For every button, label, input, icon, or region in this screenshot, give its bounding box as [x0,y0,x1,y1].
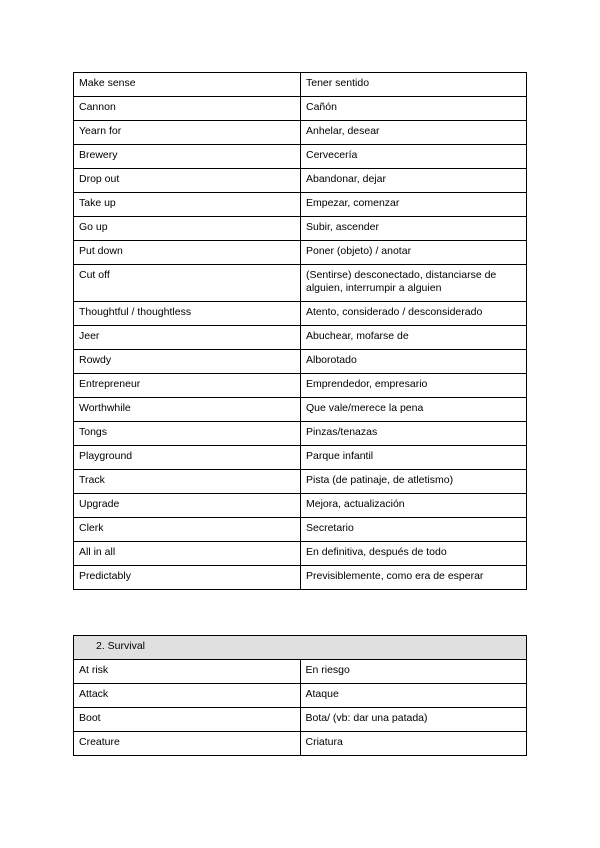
table-row [74,374,527,398]
spanish-translation: Abuchear, mofarse de [301,326,527,350]
spanish-translation: Previsiblemente, como era de esperar [301,566,527,590]
spanish-translation: Emprendedor, empresario [301,374,527,398]
table-row [74,566,527,590]
english-term: Playground [74,446,301,470]
english-term: Put down [74,241,301,265]
table-row [74,217,527,241]
spanish-translation: Anhelar, desear [301,121,527,145]
table-row [74,422,527,446]
table-row [74,326,527,350]
english-term: Cannon [74,97,301,121]
section-header-row [74,636,527,660]
english-term: Take up [74,193,301,217]
english-term: Cut off [74,265,301,302]
spanish-translation: Poner (objeto) / anotar [301,241,527,265]
spanish-translation: Empezar, comenzar [301,193,527,217]
english-term: Rowdy [74,350,301,374]
table-row [74,398,527,422]
table-row [74,265,527,302]
table-row [74,732,527,756]
spanish-translation: Atento, considerado / desconsiderado [301,302,527,326]
table-row [74,97,527,121]
table-row [74,470,527,494]
spanish-translation: Cañón [301,97,527,121]
english-term: All in all [74,542,301,566]
spanish-translation: (Sentirse) desconectado, distanciarse de alguien, interrumpir a alguien [301,265,527,302]
spanish-translation: Que vale/merece la pena [301,398,527,422]
english-term: Creature [74,732,301,756]
english-term: Yearn for [74,121,301,145]
table-row [74,542,527,566]
english-term: Go up [74,217,301,241]
table-row [74,73,527,97]
english-term: Attack [74,684,301,708]
english-term: Thoughtful / thoughtless [74,302,301,326]
spanish-translation: Alborotado [301,350,527,374]
table-row [74,494,527,518]
spanish-translation: Criatura [300,732,527,756]
english-term: Jeer [74,326,301,350]
table-row [74,660,527,684]
table-row [74,350,527,374]
table-row [74,684,527,708]
spanish-translation: Parque infantil [301,446,527,470]
english-term: At risk [74,660,301,684]
table-row [74,302,527,326]
table-row [74,193,527,217]
english-term: Make sense [74,73,301,97]
spanish-translation: Tener sentido [301,73,527,97]
vocabulary-table-2 [73,635,527,756]
table-row [74,169,527,193]
spanish-translation: Pinzas/tenazas [301,422,527,446]
table-row [74,708,527,732]
english-term: Predictably [74,566,301,590]
spanish-translation: Pista (de patinaje, de atletismo) [301,470,527,494]
english-term: Clerk [74,518,301,542]
section-title: 2. Survival [74,636,527,660]
spanish-translation: Bota/ (vb: dar una patada) [300,708,527,732]
spanish-translation: Subir, ascender [301,217,527,241]
english-term: Tongs [74,422,301,446]
english-term: Drop out [74,169,301,193]
spanish-translation: Ataque [300,684,527,708]
english-term: Boot [74,708,301,732]
spanish-translation: Mejora, actualización [301,494,527,518]
spanish-translation: En definitiva, después de todo [301,542,527,566]
vocabulary-table-1 [73,72,527,590]
table-row [74,446,527,470]
spanish-translation: Abandonar, dejar [301,169,527,193]
table-row [74,518,527,542]
english-term: Entrepreneur [74,374,301,398]
table-row [74,145,527,169]
spanish-translation: En riesgo [300,660,527,684]
english-term: Upgrade [74,494,301,518]
table-row [74,121,527,145]
english-term: Worthwhile [74,398,301,422]
english-term: Track [74,470,301,494]
table-row [74,241,527,265]
spanish-translation: Secretario [301,518,527,542]
english-term: Brewery [74,145,301,169]
spanish-translation: Cervecería [301,145,527,169]
